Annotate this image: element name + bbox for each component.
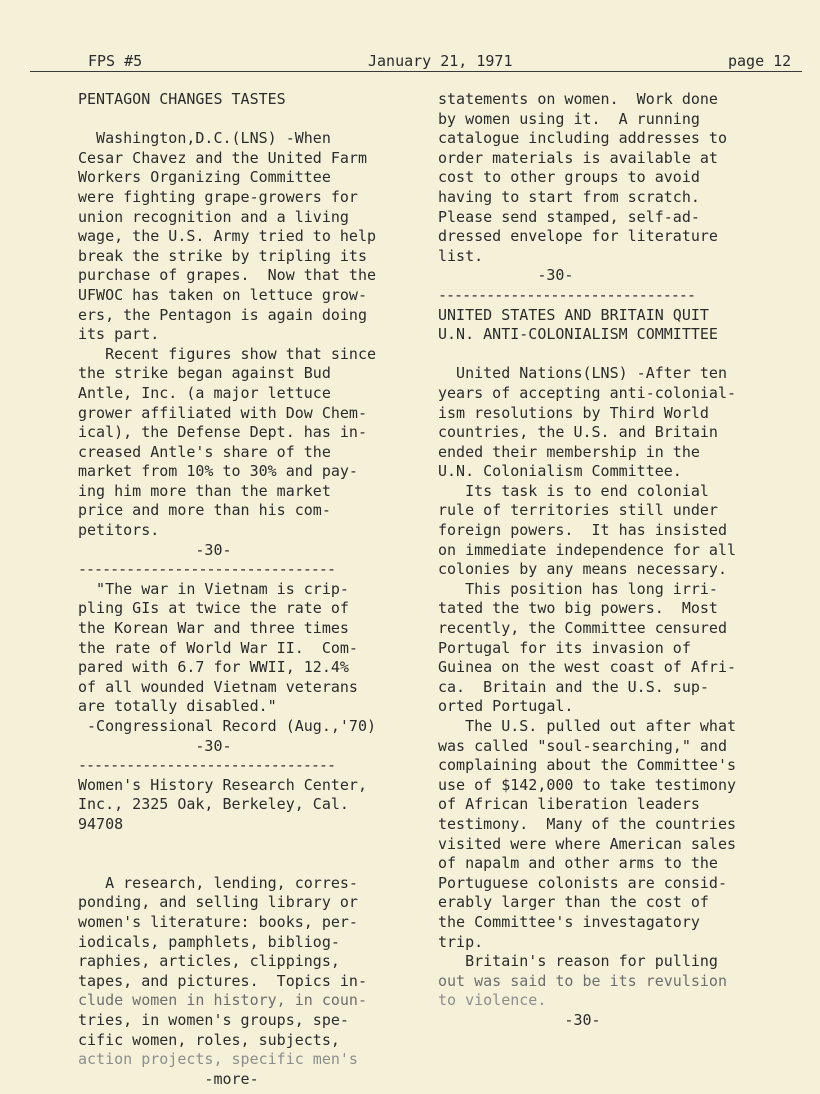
blank-line — [438, 345, 788, 365]
text-line: pling GIs at twice the rate of — [78, 599, 349, 618]
text-line: union recognition and a living — [78, 207, 349, 226]
text-line: to violence. — [438, 991, 547, 1010]
text-line: testimony. Many of the countries — [438, 814, 737, 833]
text-line: years of accepting anti-colonial- — [438, 383, 737, 402]
text-line: Inc., 2325 Oak, Berkeley, Cal. — [78, 795, 349, 814]
text-line: having to start from scratch. — [438, 187, 700, 206]
text-line: cost to other groups to avoid — [438, 168, 700, 187]
left-column — [78, 90, 430, 1089]
text-line: ical), the Defense Dept. has in- — [78, 423, 367, 442]
end-marker: -30- — [78, 736, 232, 755]
text-line: Its task is to end colonial — [438, 481, 709, 500]
text-line: A research, lending, corres- — [78, 873, 358, 892]
text-line: Portugal for its invasion of — [438, 638, 691, 657]
issue-number: FPS #5 — [88, 52, 143, 70]
text-line: Portuguese colonists are consid- — [438, 873, 727, 892]
text-line: the rate of World War II. Com- — [78, 638, 358, 657]
section-divider: -------------------------------- — [78, 560, 335, 579]
text-line: 94708 — [78, 814, 124, 833]
page-number: page 12 — [728, 52, 792, 70]
text-line: Cesar Chavez and the United Farm — [78, 148, 367, 167]
text-line: iodicals, pamphlets, bibliog- — [78, 932, 340, 951]
text-line: tries, in women's groups, spe- — [78, 1010, 349, 1029]
text-line: ponding, and selling library or — [78, 893, 358, 912]
text-line: women's literature: books, per- — [78, 912, 358, 931]
text-line: ism resolutions by Third World — [438, 403, 709, 422]
text-line: Women's History Research Center, — [78, 775, 367, 794]
text-line: rule of territories still under — [438, 501, 718, 520]
text-line: were fighting grape-growers for — [78, 187, 358, 206]
text-line: Workers Organizing Committee — [78, 168, 331, 187]
text-line: was called "soul-searching," and — [438, 736, 727, 755]
continued-marker: -more- — [78, 1069, 259, 1088]
text-line: action projects, specific men's — [78, 1050, 358, 1069]
blank-line — [78, 854, 430, 874]
text-line: ended their membership in the — [438, 442, 700, 461]
text-line: ing him more than the market — [78, 481, 331, 500]
text-line: of African liberation leaders — [438, 795, 700, 814]
text-line: recently, the Committee censured — [438, 619, 727, 638]
text-line: creased Antle's share of the — [78, 442, 331, 461]
text-line: the Korean War and three times — [78, 619, 349, 638]
text-line: order materials is available at — [438, 148, 718, 167]
text-line: clude women in history, in coun- — [78, 991, 367, 1010]
end-marker: -30- — [438, 266, 574, 285]
section-divider: -------------------------------- — [78, 756, 335, 775]
text-line: foreign powers. It has insisted — [438, 521, 727, 540]
text-line: pared with 6.7 for WWII, 12.4% — [78, 658, 349, 677]
text-line: of all wounded Vietnam veterans — [78, 677, 358, 696]
text-line: tapes, and pictures. Topics in- — [78, 971, 367, 990]
text-line: trip. — [438, 932, 484, 951]
text-line: "The war in Vietnam is crip- — [78, 579, 349, 598]
text-line: Washington,D.C.(LNS) -When — [78, 129, 331, 148]
text-line: United Nations(LNS) -After ten — [438, 364, 727, 383]
text-line: price and more than his com- — [78, 501, 331, 520]
text-line: colonies by any means necessary. — [438, 560, 727, 579]
text-line: of napalm and other arms to the — [438, 854, 718, 873]
text-line: list. — [438, 246, 484, 265]
text-line: U.N. ANTI-COLONIALISM COMMITTEE — [438, 325, 718, 344]
text-line: erably larger than the cost of — [438, 893, 709, 912]
text-line: by women using it. A running — [438, 109, 700, 128]
blank-line — [78, 835, 430, 855]
text-line: dressed envelope for literature — [438, 227, 718, 246]
right-column — [438, 90, 788, 1031]
end-marker: -30- — [78, 540, 232, 559]
text-line: tated the two big powers. Most — [438, 599, 718, 618]
text-line: grower affiliated with Dow Chem- — [78, 403, 367, 422]
end-marker: -30- — [438, 1010, 601, 1029]
text-line: U.N. Colonialism Committee. — [438, 462, 682, 481]
text-line: petitors. — [78, 521, 160, 540]
text-line: on immediate independence for all — [438, 540, 737, 559]
text-line: market from 10% to 30% and pay- — [78, 462, 358, 481]
blank-line — [78, 110, 430, 130]
section-divider: -------------------------------- — [438, 285, 695, 304]
page-header — [30, 52, 802, 76]
text-line: UFWOC has taken on lettuce grow- — [78, 285, 367, 304]
text-line: Recent figures show that since — [78, 344, 377, 363]
text-line: countries, the U.S. and Britain — [438, 423, 718, 442]
text-line: Britain's reason for pulling — [438, 952, 718, 971]
text-line: wage, the U.S. Army tried to help — [78, 227, 377, 246]
text-line: raphies, articles, clippings, — [78, 952, 340, 971]
text-line: purchase of grapes. Now that the — [78, 266, 377, 285]
text-line: catalogue including addresses to — [438, 129, 727, 148]
text-line: complaining about the Committee's — [438, 756, 737, 775]
text-line: This position has long irri- — [438, 579, 718, 598]
text-line: Guinea on the west coast of Afri- — [438, 658, 737, 677]
text-line: out was said to be its revulsion — [438, 971, 727, 990]
text-line: statements on women. Work done — [438, 90, 718, 108]
text-line: use of $142,000 to take testimony — [438, 775, 737, 794]
text-line: the strike began against Bud — [78, 364, 331, 383]
header-rule — [30, 71, 802, 72]
text-line: the Committee's investagatory — [438, 912, 700, 931]
text-line: ca. Britain and the U.S. sup- — [438, 677, 709, 696]
text-line: The U.S. pulled out after what — [438, 717, 737, 735]
text-line: are totally disabled." — [78, 697, 277, 716]
text-line: cific women, roles, subjects, — [78, 1030, 340, 1049]
issue-date: January 21, 1971 — [368, 52, 513, 70]
text-line: ers, the Pentagon is again doing — [78, 305, 367, 324]
text-line: break the strike by tripling its — [78, 246, 367, 265]
text-line: its part. — [78, 325, 160, 344]
text-line: UNITED STATES AND BRITAIN QUIT — [438, 305, 709, 324]
text-line: -Congressional Record (Aug.,'70) — [78, 717, 377, 735]
text-line: Please send stamped, self-ad- — [438, 207, 700, 226]
text-line: PENTAGON CHANGES TASTES — [78, 90, 286, 108]
text-line: visited were where American sales — [438, 834, 737, 853]
text-line: orted Portugal. — [438, 697, 574, 716]
text-line: Antle, Inc. (a major lettuce — [78, 383, 331, 402]
